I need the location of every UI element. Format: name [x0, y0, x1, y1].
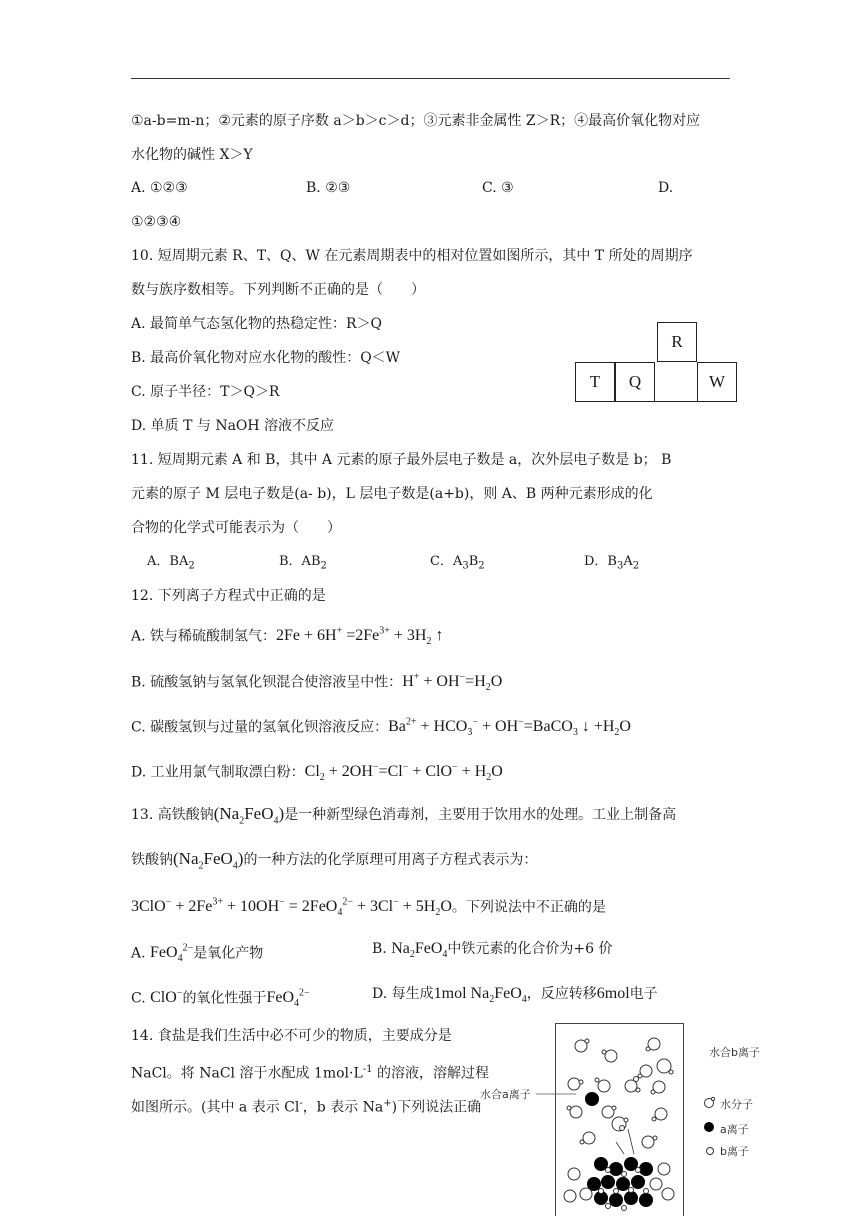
q12-option-b[interactable]: [131, 668, 502, 699]
q13-option-d-label: D. 每生成: [372, 986, 434, 1002]
q12-stem: 12. 下列离子方程式中正确的是: [131, 588, 326, 604]
q12-option-b-equation: $H^+ + OH^-=H_2O$: [402, 672, 503, 694]
q14-stem-line1: 14. 食盐是我们生活中必不可少的物质，主要成分是: [131, 1028, 452, 1044]
q9-option-c[interactable]: C. ③: [482, 180, 514, 196]
q14-stem-text1: NaCl。将 NaCl 溶于水配成 1mol·L: [131, 1065, 363, 1082]
q13-option-d-amount: 6mol: [596, 985, 630, 1002]
q13-stem-text3: 铁酸钠: [131, 852, 173, 868]
legend-b-label: b离子: [720, 1145, 749, 1158]
cell-q: Q: [615, 362, 655, 402]
q14-stem-text4: ，b 表示 Na: [302, 1099, 384, 1116]
q13-option-a-label: A.: [131, 945, 146, 962]
q12-option-a[interactable]: [131, 622, 443, 653]
q14-stem-line3: [131, 1094, 481, 1118]
q11-option-c-text: C．A: [430, 554, 463, 569]
q13-option-b-label: B.: [372, 941, 387, 957]
q9-option-a[interactable]: A. ①②③: [131, 180, 188, 196]
q13-option-d[interactable]: [372, 984, 658, 1010]
q10-option-b[interactable]: B. 最高价氧化物对应水化物的酸性：Q＜W: [131, 350, 401, 366]
q9-condition-line2: 水化物的碱性 X＞Y: [131, 147, 253, 163]
q9-option-d-text: ①②③④: [131, 214, 182, 230]
q10-option-d[interactable]: D. 单质 T 与 NaOH 溶液不反应: [131, 418, 335, 434]
q13-option-c-formula2: FeO$_4^{2-}$: [266, 988, 310, 1010]
q12-option-a-equation: $2Fe + 6H^+ =2Fe^{3+} + 3H_2$ ↑: [276, 626, 444, 648]
q12-option-d[interactable]: [131, 758, 503, 789]
q13-option-b[interactable]: [372, 939, 613, 965]
q11-option-c[interactable]: [430, 552, 485, 577]
q13-stem-text1: 13. 高铁酸钠: [131, 807, 214, 823]
q12-option-d-text: D. 工业用氯气制取漂白粉：: [131, 764, 305, 781]
q10-option-c[interactable]: C. 原子半径：T＞Q＞R: [131, 384, 280, 400]
q13-stem-text5: 。下列说法中不正确的是: [451, 899, 606, 916]
q11-option-a[interactable]: [147, 552, 195, 577]
q13-stem-line3: [131, 893, 606, 924]
q13-option-c-formula1: ClO−: [150, 988, 183, 1007]
q12-option-c-text: C. 碳酸氢钡与过量的氢氧化钡溶液反应：: [131, 719, 389, 736]
q13-option-c[interactable]: [131, 984, 310, 1015]
cell-r: R: [657, 322, 697, 362]
label-hydrated-a-ion: 水合a离子: [480, 1088, 531, 1101]
cell-w: W: [697, 362, 737, 402]
q10-option-a[interactable]: A. 最简单气态氢化物的热稳定性：R＞Q: [131, 316, 383, 332]
q13-formula-na2feo4-2: $(Na_2FeO_4)$: [173, 849, 244, 872]
q11-stem-line3: 合物的化学式可能表示为（ ）: [131, 520, 341, 536]
header-rule: [131, 78, 730, 79]
q10-stem-line2: 数与族序数相等。下列判断不正确的是（ ）: [131, 282, 425, 298]
q13-stem-line2: [131, 849, 537, 876]
q14-stem-text2: 的溶液，溶解过程: [372, 1065, 489, 1082]
q13-option-d-text: ，反应转移: [526, 986, 597, 1002]
q14-stem-text3: 如图所示。(其中 a 表示 Cl: [131, 1099, 300, 1116]
legend-water-label: 水分子: [720, 1098, 753, 1111]
q14-stem-line2: [131, 1060, 489, 1084]
q11-option-d-sub2: 2: [632, 560, 640, 572]
q11-option-b-text: B．AB: [279, 554, 321, 569]
q13-option-a-formula: FeO$_4^{2-}$: [150, 943, 194, 965]
cell-t: T: [575, 362, 615, 402]
q12-option-d-equation: $Cl_2 + 2OH^-=Cl^- + ClO^- + H_2O$: [304, 762, 503, 784]
q10-stem-line1: 10. 短周期元素 R、T、Q、W 在元素周期表中的相对位置如图所示，其中 T 所处的周期序: [131, 248, 693, 264]
q11-option-b[interactable]: [279, 552, 327, 577]
q12-option-c[interactable]: [131, 713, 631, 744]
legend-water: [703, 1096, 715, 1112]
q13-stem-text2: 是一种新型绿色消毒剂，主要用于饮用水的处理。工业上制备高: [284, 807, 677, 823]
q13-option-a-text: 是氧化产物: [193, 945, 264, 962]
q13-option-d-text2: 电子: [629, 986, 658, 1002]
q9-condition-line1: ①a-b=m-n；②元素的原子序数 a＞b＞c＞d；③元素非金属性 Z＞R；④最高价氧化物对应: [131, 113, 701, 129]
q13-ionic-equation: $3ClO^- + 2Fe^{3+} + 10OH^- = 2FeO_4^{2-} + 3Cl^- + 5H_2O$: [131, 897, 452, 919]
q13-option-b-text: 中铁元素的化合价为+6 价: [447, 941, 613, 957]
q12-option-b-text: B. 硫酸氢钠与氢氧化钡混合使溶液呈中性：: [131, 674, 403, 691]
q14-stem-text5: )下列说法正确: [391, 1099, 482, 1116]
q11-option-d[interactable]: [584, 552, 639, 577]
q13-stem-line1: [131, 804, 676, 831]
cell-empty: [655, 362, 697, 402]
q11-option-d-text: D．B: [584, 554, 617, 569]
q13-option-c-text: 的氧化性强于: [182, 990, 267, 1007]
q13-option-b-formula: $Na_2FeO_4$: [391, 940, 448, 961]
q11-option-c-b: B: [468, 554, 479, 569]
label-leader-lines: [536, 1086, 696, 1126]
label-hydrated-b-ion: 水合b离子: [709, 1046, 760, 1059]
b-ion-icon: [706, 1147, 714, 1155]
legend-a-label: a离子: [720, 1123, 749, 1136]
q9-option-b[interactable]: B. ②③: [306, 180, 351, 196]
q13-formula-na2feo4: $(Na_2FeO_4)$: [213, 804, 285, 827]
q11-stem-line1: 11. 短周期元素 A 和 B，其中 A 元素的原子最外层电子数是 a，次外层电子数是 b； B: [131, 452, 672, 468]
q11-option-d-sub1: 3: [616, 560, 624, 572]
q11-option-c-sub2: 2: [478, 560, 485, 572]
q12-option-c-equation: $Ba^{2+} + HCO_3^-$ + OH−=BaCO$_3$ ↓ $+H_2O$: [388, 717, 631, 739]
q14-stem-sup3: +: [383, 1098, 392, 1109]
q14-stem-sup2: -: [299, 1098, 303, 1109]
q11-option-d-a: A: [623, 554, 633, 569]
q13-option-c-label: C.: [131, 990, 146, 1007]
water-molecule-icon: [703, 1096, 715, 1108]
q13-option-a[interactable]: [131, 939, 263, 970]
q11-option-a-text: A．BA: [147, 554, 189, 569]
q13-stem-text4: 的一种方法的化学原理可用离子方程式表示为：: [243, 852, 538, 868]
q11-stem-line2: 元素的原子 M 层电子数是(a- b)，L 层电子数是(a+b)，则 A、B 两种元素形成的化: [131, 486, 653, 502]
q12-option-a-text: A. 铁与稀硫酸制氢气：: [131, 628, 277, 645]
q11-option-b-sub: 2: [320, 560, 327, 572]
q13-option-d-formula: 1mol $Na_2FeO_4$: [433, 985, 527, 1006]
q14-stem-sup1: -1: [362, 1064, 373, 1075]
a-ion-icon: [704, 1122, 714, 1132]
q11-option-c-sub1: 3: [462, 560, 469, 572]
q11-option-a-sub: 2: [188, 560, 195, 572]
q9-option-d[interactable]: D.: [658, 180, 674, 196]
